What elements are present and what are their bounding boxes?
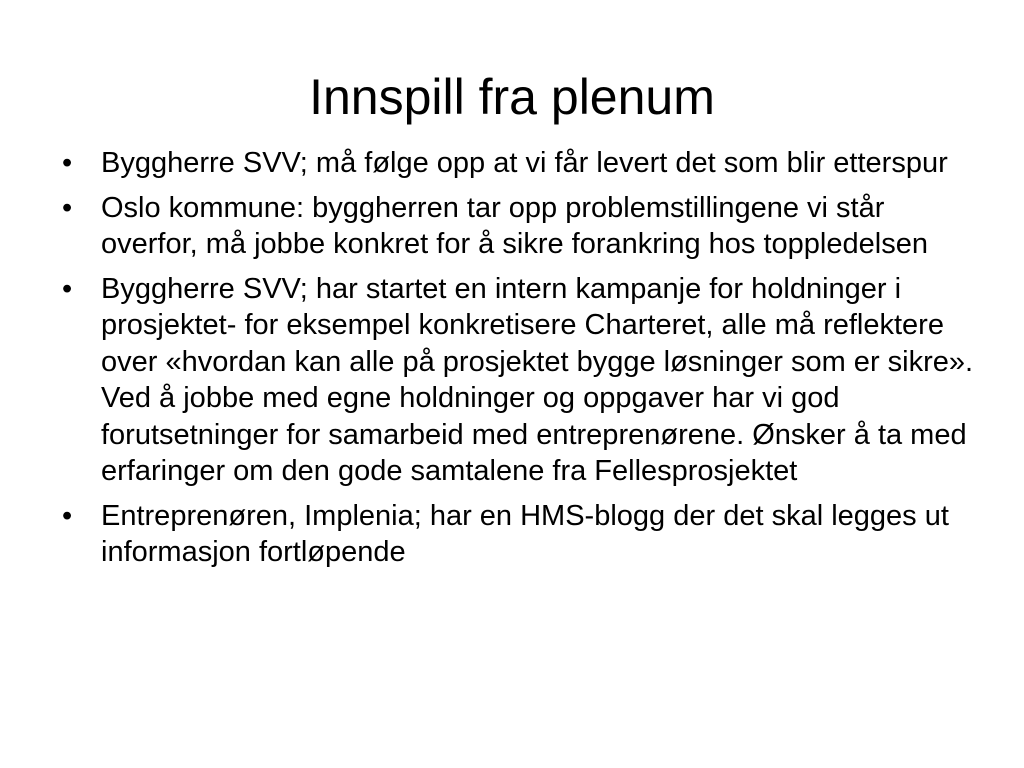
bullet-icon: • xyxy=(62,191,73,224)
bullet-text: Oslo kommune: byggherren tar opp problemstillingene vi står overfor, må jobbe konkret for å sikre forankring hos toppledelsen xyxy=(101,191,928,260)
bullet-item xyxy=(62,498,980,571)
bullet-text: Entreprenøren, Implenia; har en HMS-blogg der det skal legges ut informasjon fortløpende xyxy=(101,499,949,568)
bullet-text: Byggherre SVV; må følge opp at vi får levert det som blir etterspur xyxy=(101,147,948,179)
bullet-item xyxy=(62,190,980,263)
bullet-text: Byggherre SVV; har startet en intern kampanje for holdninger i prosjektet- for eksempel konkretisere Charteret, alle må reflektere over «hvordan kan alle på prosjektet bygge løsninger som er sikre». Ved å jobbe med egne holdninger og oppgaver har vi god forutsetninger for samarbeid med entreprenørene. Ønsker å ta med erfaringer om den gode samtalene fra Fellesprosjektet xyxy=(101,272,974,487)
bullet-item xyxy=(62,145,980,182)
slide-title: Innspill fra plenum xyxy=(309,69,715,125)
bullet-icon: • xyxy=(62,272,73,305)
bullet-item xyxy=(62,271,980,490)
bullet-list xyxy=(62,145,980,579)
bullet-icon: • xyxy=(62,499,73,532)
bullet-icon: • xyxy=(62,147,73,179)
